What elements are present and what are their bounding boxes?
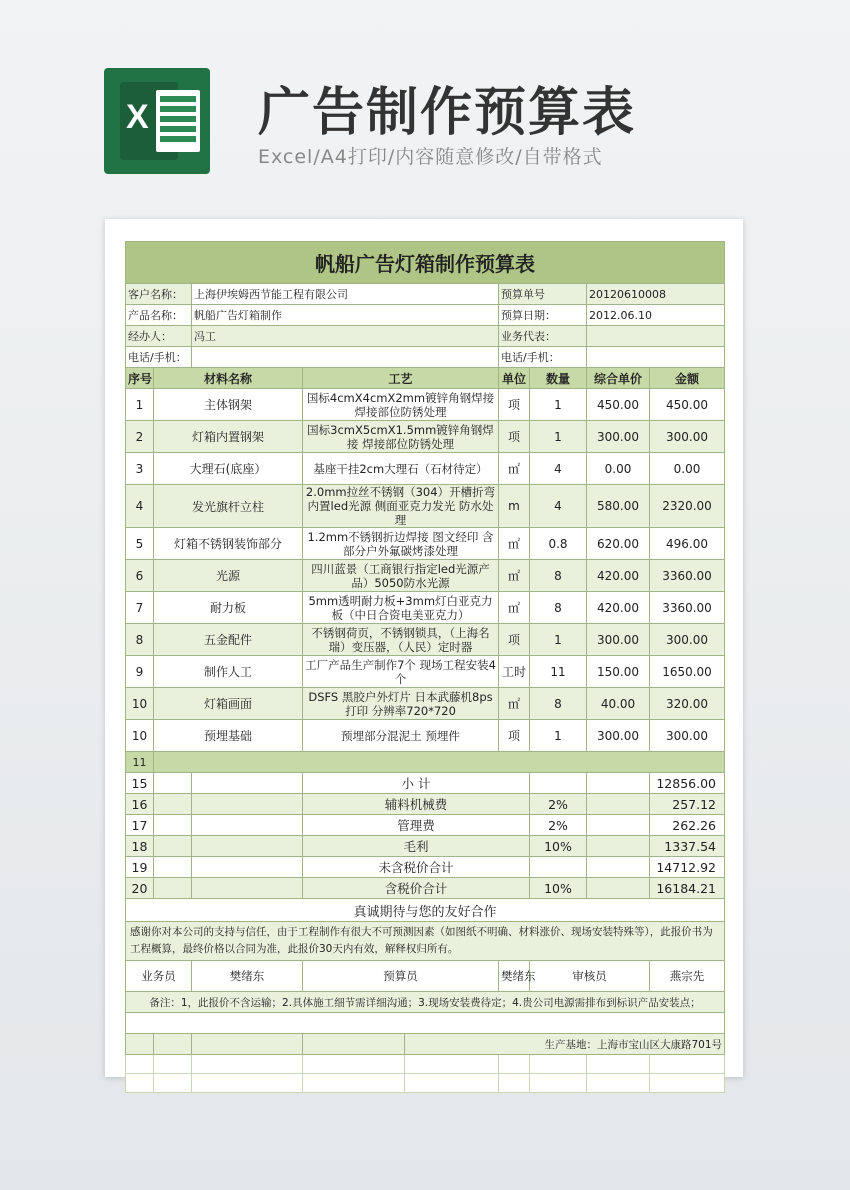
item-unit[interactable]: 项 (499, 389, 530, 421)
col-name: 材料名称 (154, 368, 303, 389)
summary-blank[interactable] (192, 773, 303, 794)
grid-cell[interactable] (650, 1055, 725, 1074)
col-unit: 单位 (499, 368, 530, 389)
sales-value[interactable]: 樊绪东 (192, 961, 303, 992)
item-no[interactable]: 1 (126, 389, 154, 421)
summary-rate[interactable]: 2% (530, 815, 587, 836)
item-name[interactable]: 预埋基础 (154, 720, 303, 752)
item-unit[interactable]: 工时 (499, 656, 530, 688)
summary-blank[interactable] (192, 815, 303, 836)
item-no[interactable]: 7 (126, 592, 154, 624)
page-subtitle: Excel/A4打印/内容随意修改/自带格式 (258, 146, 603, 168)
summary-blank[interactable] (587, 878, 650, 899)
column-header-row (126, 368, 725, 389)
item-unit[interactable]: ㎡ (499, 453, 530, 485)
item-name[interactable]: 光源 (154, 560, 303, 592)
phone2-label: 电话/手机： (499, 347, 587, 368)
item-amount[interactable]: 320.00 (650, 688, 725, 720)
sheet-title: 帆船广告灯箱制作预算表 (126, 242, 725, 284)
summary-row (126, 815, 725, 836)
summary-amount[interactable]: 14712.92 (650, 857, 725, 878)
summary-row (126, 878, 725, 899)
summary-blank[interactable] (154, 815, 192, 836)
phone2-value[interactable] (587, 347, 725, 368)
page-title: 广告制作预算表 (258, 83, 637, 143)
excel-logo-icon: X (104, 68, 210, 174)
grid-cell[interactable] (650, 1074, 725, 1093)
item-row (126, 688, 725, 720)
budget-person-value[interactable]: 樊绪东 (499, 961, 530, 992)
summary-blank[interactable] (587, 794, 650, 815)
handler-value[interactable]: 冯工 (192, 326, 499, 347)
item-no[interactable]: 4 (126, 485, 154, 528)
remark-note: 备注：1，此报价不含运输；2.具体施工细节需详细沟通；3.现场安装费待定；4.贵公司电源需排布到标识产品安装点； (126, 992, 725, 1013)
item-no[interactable]: 10 (126, 688, 154, 720)
item-name[interactable]: 灯箱画面 (154, 688, 303, 720)
handler-label: 经办人： (126, 326, 192, 347)
col-amount: 金额 (650, 368, 725, 389)
spreadsheet-preview (105, 219, 743, 1077)
item-craft[interactable]: 2.0mm拉丝不锈钢（304）开槽折弯 内置led光源 侧面亚克力发光 防水处理 (303, 485, 499, 528)
summary-blank[interactable] (154, 857, 192, 878)
addr-blank[interactable] (154, 1034, 192, 1055)
item-amount[interactable]: 300.00 (650, 624, 725, 656)
grid-cell[interactable] (530, 1074, 587, 1093)
budget-date-value[interactable]: 2012.06.10 (587, 305, 725, 326)
item-qty[interactable]: 4 (530, 485, 587, 528)
customer-value[interactable]: 上海伊埃姆西节能工程有限公司 (192, 284, 499, 305)
col-no: 序号 (126, 368, 154, 389)
summary-row (126, 857, 725, 878)
summary-no[interactable]: 18 (126, 836, 154, 857)
grid-cell[interactable] (303, 1074, 405, 1093)
item-row (126, 720, 725, 752)
item-no[interactable]: 5 (126, 528, 154, 560)
item-craft[interactable]: 1.2mm不锈钢折边焊接 图文经印 含部分户外氟碳烤漆处理 (303, 528, 499, 560)
addr-blank[interactable] (126, 1034, 154, 1055)
phone-label: 电话/手机： (126, 347, 192, 368)
empty-row-cell[interactable] (154, 752, 725, 773)
summary-label[interactable]: 含税价合计 (303, 878, 530, 899)
summary-no[interactable]: 20 (126, 878, 154, 899)
item-unit[interactable]: m (499, 485, 530, 528)
item-qty[interactable]: 8 (530, 592, 587, 624)
addr-blank[interactable] (303, 1034, 405, 1055)
address: 生产基地：上海市宝山区大康路701号 (405, 1034, 725, 1055)
summary-rate[interactable]: 10% (530, 878, 587, 899)
item-qty[interactable]: 0.8 (530, 528, 587, 560)
item-name[interactable]: 灯箱不锈钢装饰部分 (154, 528, 303, 560)
item-row (126, 592, 725, 624)
item-price[interactable]: 450.00 (587, 389, 650, 421)
item-row (126, 656, 725, 688)
item-row (126, 389, 725, 421)
item-craft[interactable]: 工厂产品生产制作7个 现场工程安装4个 (303, 656, 499, 688)
item-no[interactable]: 8 (126, 624, 154, 656)
sales-label: 业务员 (126, 961, 192, 992)
item-unit[interactable]: ㎡ (499, 528, 530, 560)
grid-cell[interactable] (126, 1055, 154, 1074)
grid-cell[interactable] (303, 1055, 405, 1074)
budget-no-label: 预算单号 (499, 284, 587, 305)
grid-cell[interactable] (192, 1074, 303, 1093)
summary-label[interactable]: 毛利 (303, 836, 530, 857)
summary-label[interactable]: 管理费 (303, 815, 530, 836)
customer-label: 客户名称： (126, 284, 192, 305)
col-qty: 数量 (530, 368, 587, 389)
summary-amount[interactable]: 12856.00 (650, 773, 725, 794)
summary-amount[interactable]: 262.26 (650, 815, 725, 836)
grid-cell[interactable] (499, 1074, 530, 1093)
audit-label: 审核员 (530, 961, 650, 992)
item-craft[interactable]: 5mm透明耐力板+3mm灯白亚克力板（中日合资电美亚克力） (303, 592, 499, 624)
item-no[interactable]: 2 (126, 421, 154, 453)
summary-blank[interactable] (587, 836, 650, 857)
item-craft[interactable]: 国标3cmX5cmX1.5mm镀锌角钢焊接 焊接部位防锈处理 (303, 421, 499, 453)
summary-blank[interactable] (587, 773, 650, 794)
phone-value[interactable] (192, 347, 499, 368)
grid-cell[interactable] (587, 1074, 650, 1093)
item-amount[interactable]: 3360.00 (650, 560, 725, 592)
item-price[interactable]: 420.00 (587, 560, 650, 592)
item-unit[interactable]: ㎡ (499, 560, 530, 592)
item-price[interactable]: 300.00 (587, 421, 650, 453)
item-price[interactable]: 620.00 (587, 528, 650, 560)
summary-row (126, 794, 725, 815)
item-unit[interactable]: ㎡ (499, 688, 530, 720)
item-amount[interactable]: 2320.00 (650, 485, 725, 528)
item-price[interactable]: 300.00 (587, 624, 650, 656)
item-unit[interactable]: 项 (499, 624, 530, 656)
col-craft: 工艺 (303, 368, 499, 389)
summary-amount[interactable]: 16184.21 (650, 878, 725, 899)
item-row (126, 624, 725, 656)
grid-cell[interactable] (530, 1055, 587, 1074)
item-unit[interactable]: ㎡ (499, 592, 530, 624)
item-name[interactable]: 五金配件 (154, 624, 303, 656)
budget-date-label: 预算日期： (499, 305, 587, 326)
slogan: 真诚期待与您的友好合作 (126, 899, 725, 922)
item-price[interactable]: 300.00 (587, 720, 650, 752)
item-row (126, 528, 725, 560)
grid-cell[interactable] (587, 1055, 650, 1074)
item-amount[interactable]: 300.00 (650, 720, 725, 752)
summary-no[interactable]: 19 (126, 857, 154, 878)
item-qty[interactable]: 4 (530, 453, 587, 485)
summary-no[interactable]: 16 (126, 794, 154, 815)
item-name[interactable]: 大理石(底座） (154, 453, 303, 485)
signature-row (126, 961, 725, 992)
item-price[interactable]: 420.00 (587, 592, 650, 624)
summary-label[interactable]: 小 计 (303, 773, 530, 794)
summary-rate[interactable]: 10% (530, 836, 587, 857)
item-row (126, 485, 725, 528)
summary-amount[interactable]: 257.12 (650, 794, 725, 815)
item-qty[interactable]: 8 (530, 688, 587, 720)
grid-cell[interactable] (192, 1055, 303, 1074)
item-qty[interactable]: 8 (530, 560, 587, 592)
col-price: 综合单价 (587, 368, 650, 389)
item-no[interactable]: 3 (126, 453, 154, 485)
summary-blank[interactable] (192, 857, 303, 878)
grid-cell[interactable] (154, 1074, 192, 1093)
item-unit[interactable]: 项 (499, 720, 530, 752)
thanks-note: 感谢你对本公司的支持与信任，由于工程制作有很大不可预测因素（如图纸不明确、材料涨价、现场安装特殊等），此报价书为工程概算，最终价格以合同为准，此报价30天内有效，解释权归所有。 (126, 922, 725, 961)
summary-row (126, 773, 725, 794)
item-qty[interactable]: 1 (530, 720, 587, 752)
grid-cell[interactable] (154, 1055, 192, 1074)
item-qty[interactable]: 1 (530, 389, 587, 421)
summary-blank[interactable] (587, 857, 650, 878)
summary-row (126, 836, 725, 857)
grid-cell[interactable] (499, 1055, 530, 1074)
item-craft[interactable]: 基座干挂2cm大理石（石材待定） (303, 453, 499, 485)
budget-table (125, 241, 725, 1093)
item-name[interactable]: 发光旗杆立柱 (154, 485, 303, 528)
item-name[interactable]: 灯箱内置钢架 (154, 421, 303, 453)
item-craft[interactable]: 不锈钢荷页，不锈钢锁具，（上海名瑞）变压器，（人民）定时器 (303, 624, 499, 656)
empty-row (126, 752, 725, 773)
product-label: 产品名称： (126, 305, 192, 326)
item-qty[interactable]: 1 (530, 624, 587, 656)
summary-blank[interactable] (154, 794, 192, 815)
item-craft[interactable]: 四川蓝景（工商银行指定led光源产品）5050防水光源 (303, 560, 499, 592)
summary-label[interactable]: 辅料机械费 (303, 794, 530, 815)
item-amount[interactable]: 300.00 (650, 421, 725, 453)
item-qty[interactable]: 11 (530, 656, 587, 688)
item-craft[interactable]: 预埋部分混泥土 预埋件 (303, 720, 499, 752)
item-qty[interactable]: 1 (530, 421, 587, 453)
page-header (0, 0, 850, 200)
rep-value[interactable] (587, 326, 725, 347)
item-no[interactable]: 10 (126, 720, 154, 752)
item-name[interactable]: 主体钢架 (154, 389, 303, 421)
item-price[interactable]: 40.00 (587, 688, 650, 720)
item-amount[interactable]: 450.00 (650, 389, 725, 421)
summary-rate[interactable] (530, 857, 587, 878)
audit-value[interactable]: 燕宗先 (650, 961, 725, 992)
item-unit[interactable]: 项 (499, 421, 530, 453)
summary-blank[interactable] (154, 773, 192, 794)
budget-person-label: 预算员 (303, 961, 499, 992)
summary-rate[interactable] (530, 773, 587, 794)
summary-blank[interactable] (192, 878, 303, 899)
grid-cell[interactable] (405, 1055, 499, 1074)
summary-no[interactable]: 15 (126, 773, 154, 794)
item-amount[interactable]: 3360.00 (650, 592, 725, 624)
grid-cell[interactable] (126, 1074, 154, 1093)
budget-no-value[interactable]: 20120610008 (587, 284, 725, 305)
item-price[interactable]: 580.00 (587, 485, 650, 528)
rep-label: 业务代表： (499, 326, 587, 347)
item-amount[interactable]: 1650.00 (650, 656, 725, 688)
summary-label[interactable]: 未含税价合计 (303, 857, 530, 878)
grid-cell[interactable] (405, 1074, 499, 1093)
item-amount[interactable]: 0.00 (650, 453, 725, 485)
product-value[interactable]: 帆船广告灯箱制作 (192, 305, 499, 326)
item-amount[interactable]: 496.00 (650, 528, 725, 560)
item-craft[interactable]: 国标4cmX4cmX2mm镀锌角钢焊接 焊接部位防锈处理 (303, 389, 499, 421)
item-price[interactable]: 0.00 (587, 453, 650, 485)
item-name[interactable]: 耐力板 (154, 592, 303, 624)
summary-blank[interactable] (587, 815, 650, 836)
empty-row-no[interactable]: 11 (126, 752, 154, 773)
summary-amount[interactable]: 1337.54 (650, 836, 725, 857)
summary-blank[interactable] (192, 794, 303, 815)
item-craft[interactable]: DSFS 黑胶户外灯片 日本武藤机8ps打印 分辨率720*720 (303, 688, 499, 720)
item-name[interactable]: 制作人工 (154, 656, 303, 688)
item-row (126, 453, 725, 485)
summary-blank[interactable] (154, 836, 192, 857)
item-no[interactable]: 9 (126, 656, 154, 688)
summary-blank[interactable] (154, 878, 192, 899)
addr-blank[interactable] (192, 1034, 303, 1055)
item-row (126, 560, 725, 592)
summary-rate[interactable]: 2% (530, 794, 587, 815)
summary-no[interactable]: 17 (126, 815, 154, 836)
blank-row[interactable] (126, 1013, 725, 1034)
item-row (126, 421, 725, 453)
item-price[interactable]: 150.00 (587, 656, 650, 688)
item-no[interactable]: 6 (126, 560, 154, 592)
summary-blank[interactable] (192, 836, 303, 857)
